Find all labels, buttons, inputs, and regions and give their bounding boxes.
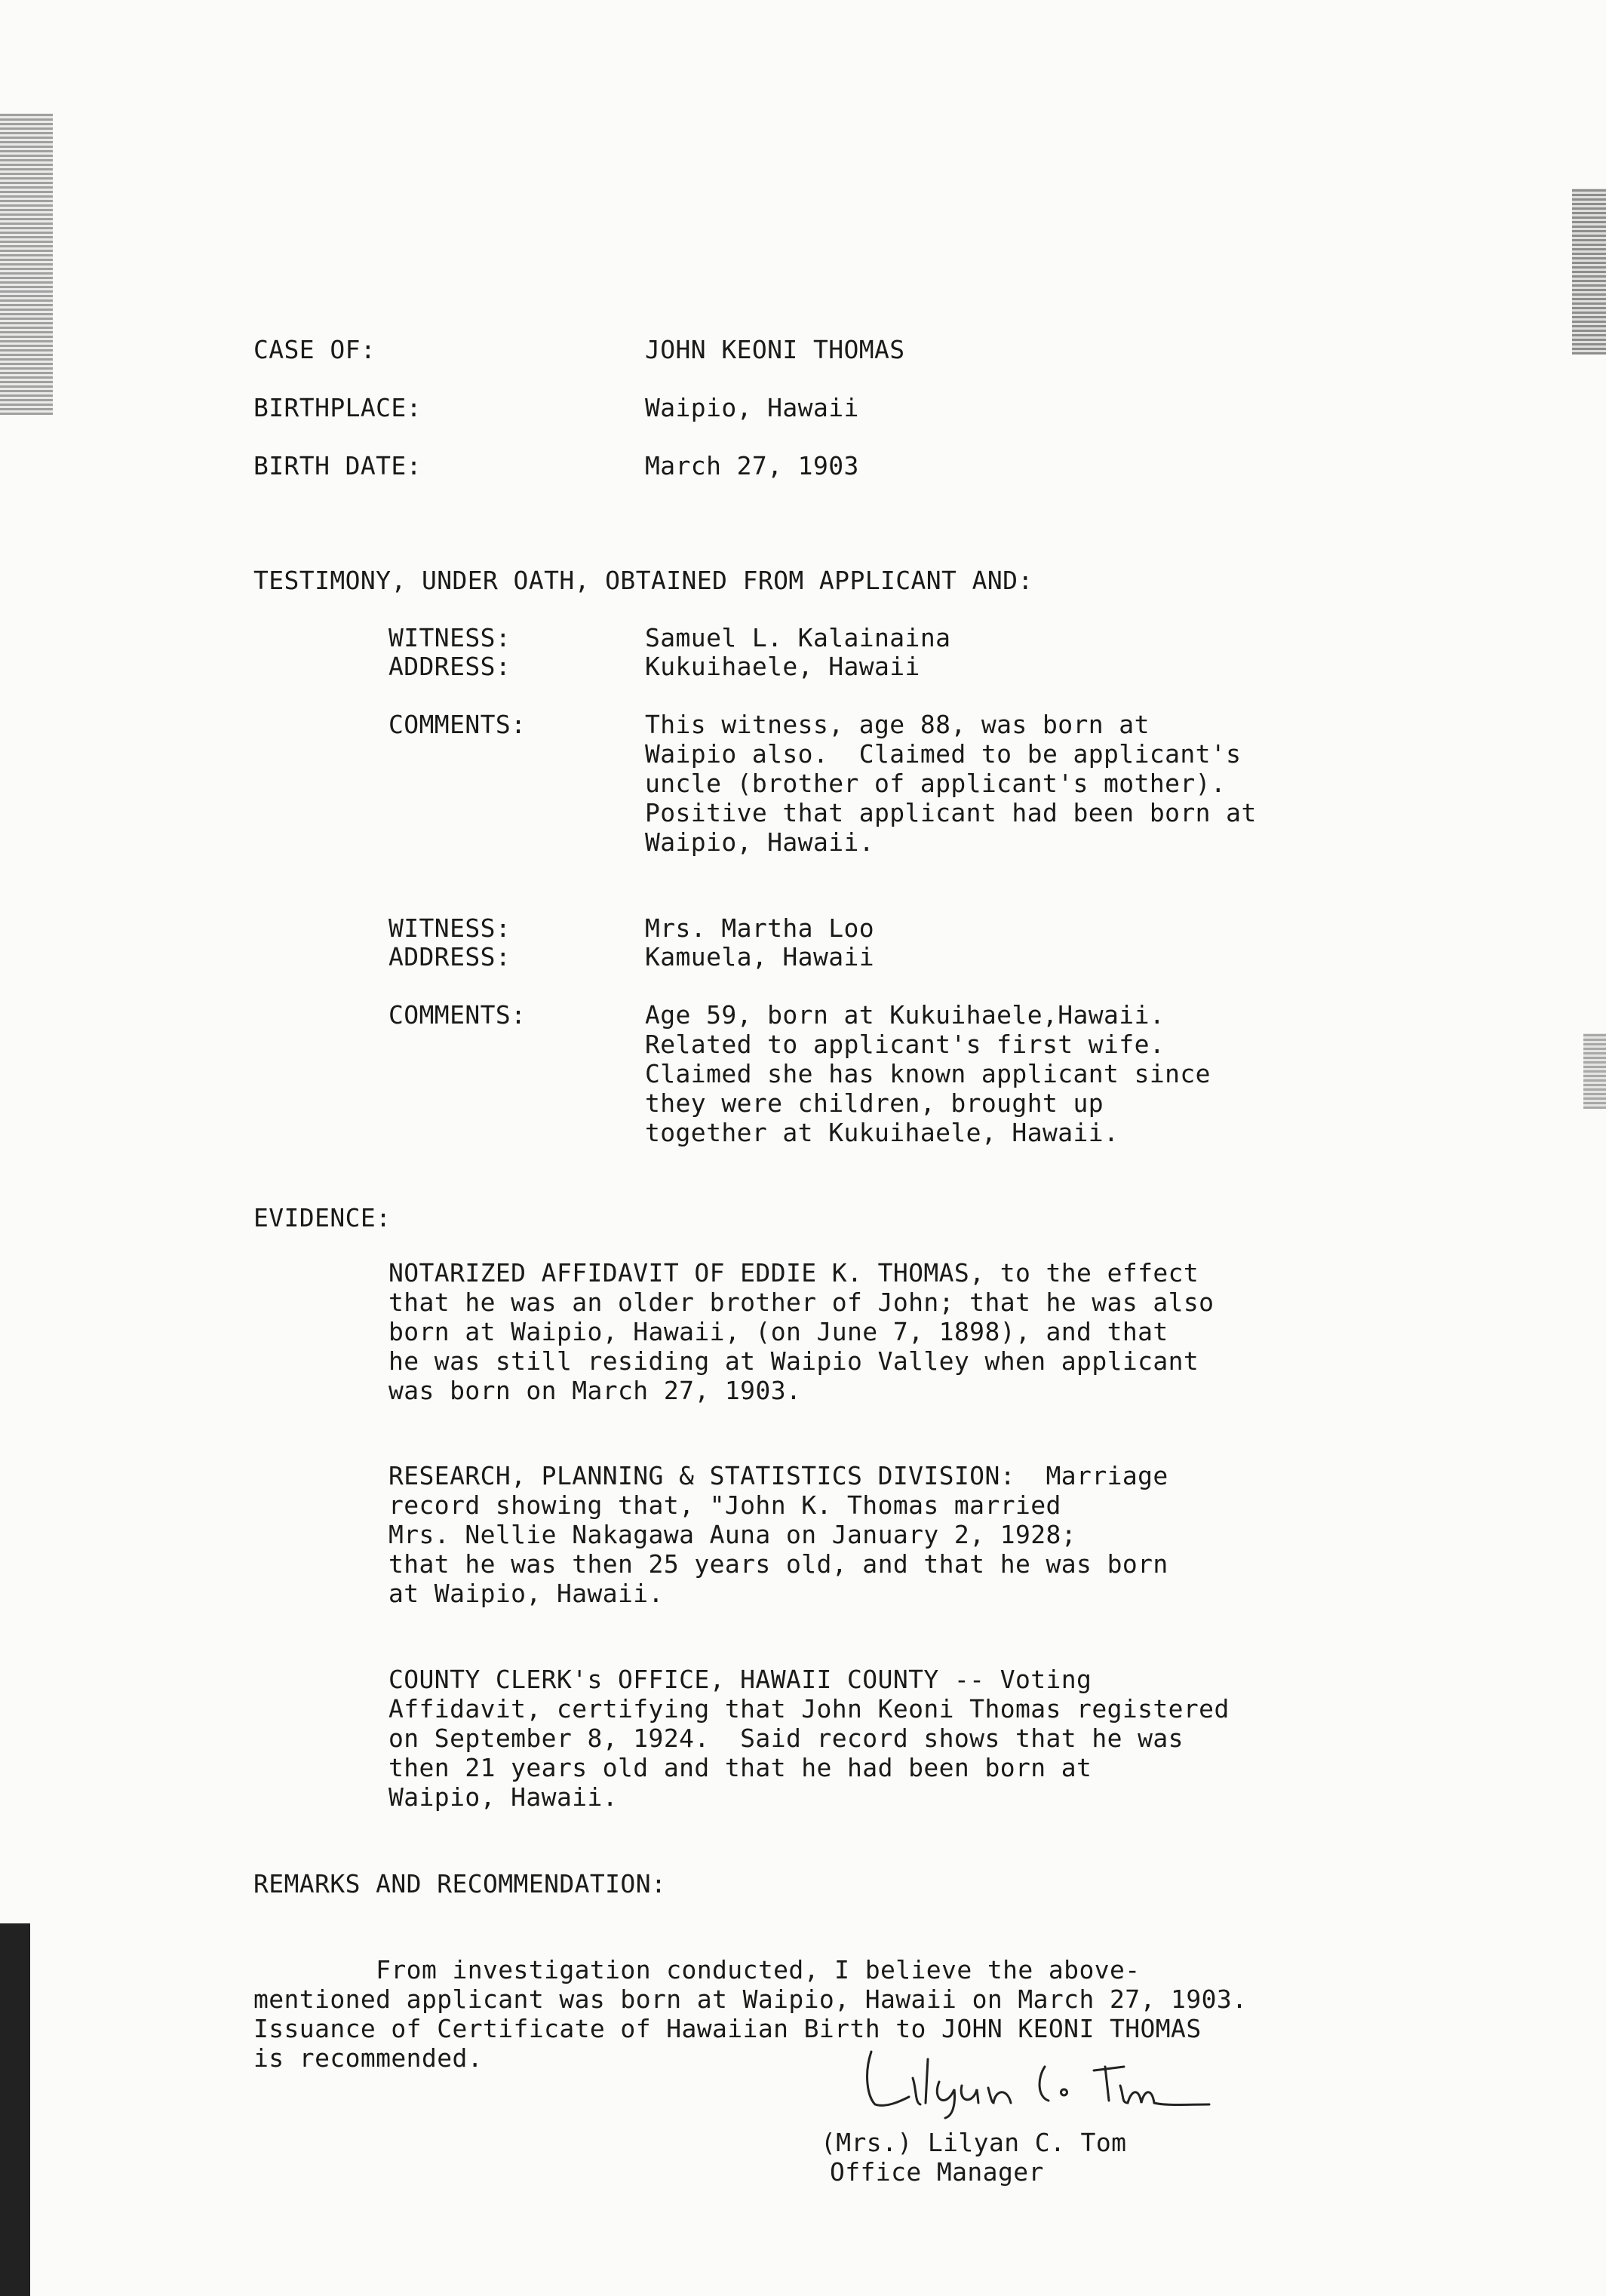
comment-line: Waipio, Hawaii. (645, 827, 875, 857)
witness-2-label: WITNESS: (388, 913, 511, 943)
comment-line: together at Kukuihaele, Hawaii. (645, 1118, 1119, 1147)
scan-edge-right (1572, 189, 1606, 355)
comment-line: Related to applicant's first wife. (645, 1030, 1165, 1059)
remarks-line: mentioned applicant was born at Waipio, Hawaii on March 27, 1903. (253, 1984, 1248, 2014)
evidence-line: that he was an older brother of John; that he was also (388, 1288, 1214, 1317)
witness-2-address-label: ADDRESS: (388, 942, 511, 972)
birthdate-label: BIRTH DATE: (253, 451, 422, 480)
evidence-line: RESEARCH, PLANNING & STATISTICS DIVISION: Marriage (388, 1461, 1168, 1490)
witness-2-address: Kamuela, Hawaii (645, 942, 875, 972)
scan-edge-left-lower (0, 1923, 30, 2296)
case-value: JOHN KEONI THOMAS (645, 335, 905, 364)
comment-line: Positive that applicant had been born at (645, 798, 1257, 827)
comment-line: Claimed she has known applicant since (645, 1059, 1211, 1088)
evidence-line: then 21 years old and that he had been born at (388, 1753, 1092, 1782)
evidence-line: Mrs. Nellie Nakagawa Auna on January 2, 1928; (388, 1520, 1077, 1549)
remarks-line: is recommended. (253, 2043, 484, 2073)
evidence-line: COUNTY CLERK's OFFICE, HAWAII COUNTY -- Voting (388, 1665, 1092, 1694)
witness-2-name: Mrs. Martha Loo (645, 913, 875, 943)
signer-name: (Mrs.) Lilyan C. Tom (821, 2128, 1127, 2157)
birthplace-value: Waipio, Hawaii (645, 393, 859, 422)
evidence-line: born at Waipio, Hawaii, (on June 7, 1898), and that (388, 1317, 1168, 1346)
evidence-line: Affidavit, certifying that John Keoni Thomas registered (388, 1694, 1230, 1724)
evidence-line: at Waipio, Hawaii. (388, 1579, 664, 1608)
evidence-line: Waipio, Hawaii. (388, 1782, 619, 1812)
comment-line: This witness, age 88, was born at (645, 710, 1150, 739)
remarks-line: Issuance of Certificate of Hawaiian Birth to JOHN KEONI THOMAS (253, 2014, 1202, 2043)
scan-edge-right-lower (1583, 1033, 1606, 1109)
birthplace-label: BIRTHPLACE: (253, 393, 422, 422)
comment-line: Waipio also. Claimed to be applicant's (645, 739, 1242, 769)
evidence-line: he was still residing at Waipio Valley when applicant (388, 1346, 1199, 1376)
witness-1-address: Kukuihaele, Hawaii (645, 652, 920, 681)
evidence-line: was born on March 27, 1903. (388, 1376, 802, 1405)
birthdate-value: March 27, 1903 (645, 451, 859, 480)
testimony-heading: TESTIMONY, UNDER OATH, OBTAINED FROM APPLICANT AND: (253, 566, 1033, 595)
evidence-line: NOTARIZED AFFIDAVIT OF EDDIE K. THOMAS, to the effect (388, 1258, 1199, 1288)
comment-line: Age 59, born at Kukuihaele,Hawaii. (645, 1000, 1165, 1030)
witness-1-address-label: ADDRESS: (388, 652, 511, 681)
case-label: CASE OF: (253, 335, 376, 364)
signer-title: Office Manager (830, 2157, 1044, 2187)
comment-line: uncle (brother of applicant's mother). (645, 769, 1227, 798)
evidence-line: record showing that, "John K. Thomas married (388, 1490, 1061, 1520)
comment-line: they were children, brought up (645, 1088, 1104, 1118)
witness-1-comments-label: COMMENTS: (388, 710, 527, 739)
witness-2-comments-label: COMMENTS: (388, 1000, 527, 1030)
remarks-heading: REMARKS AND RECOMMENDATION: (253, 1869, 667, 1898)
scan-edge-left (0, 113, 53, 415)
evidence-heading: EVIDENCE: (253, 1203, 392, 1232)
handwritten-signature (856, 2037, 1211, 2120)
remarks-line: From investigation conducted, I believe the above- (253, 1955, 1141, 1984)
evidence-line: that he was then 25 years old, and that he was born (388, 1549, 1168, 1579)
evidence-line: on September 8, 1924. Said record shows that he was (388, 1724, 1184, 1753)
witness-1-name: Samuel L. Kalainaina (645, 623, 951, 652)
witness-1-label: WITNESS: (388, 623, 511, 652)
